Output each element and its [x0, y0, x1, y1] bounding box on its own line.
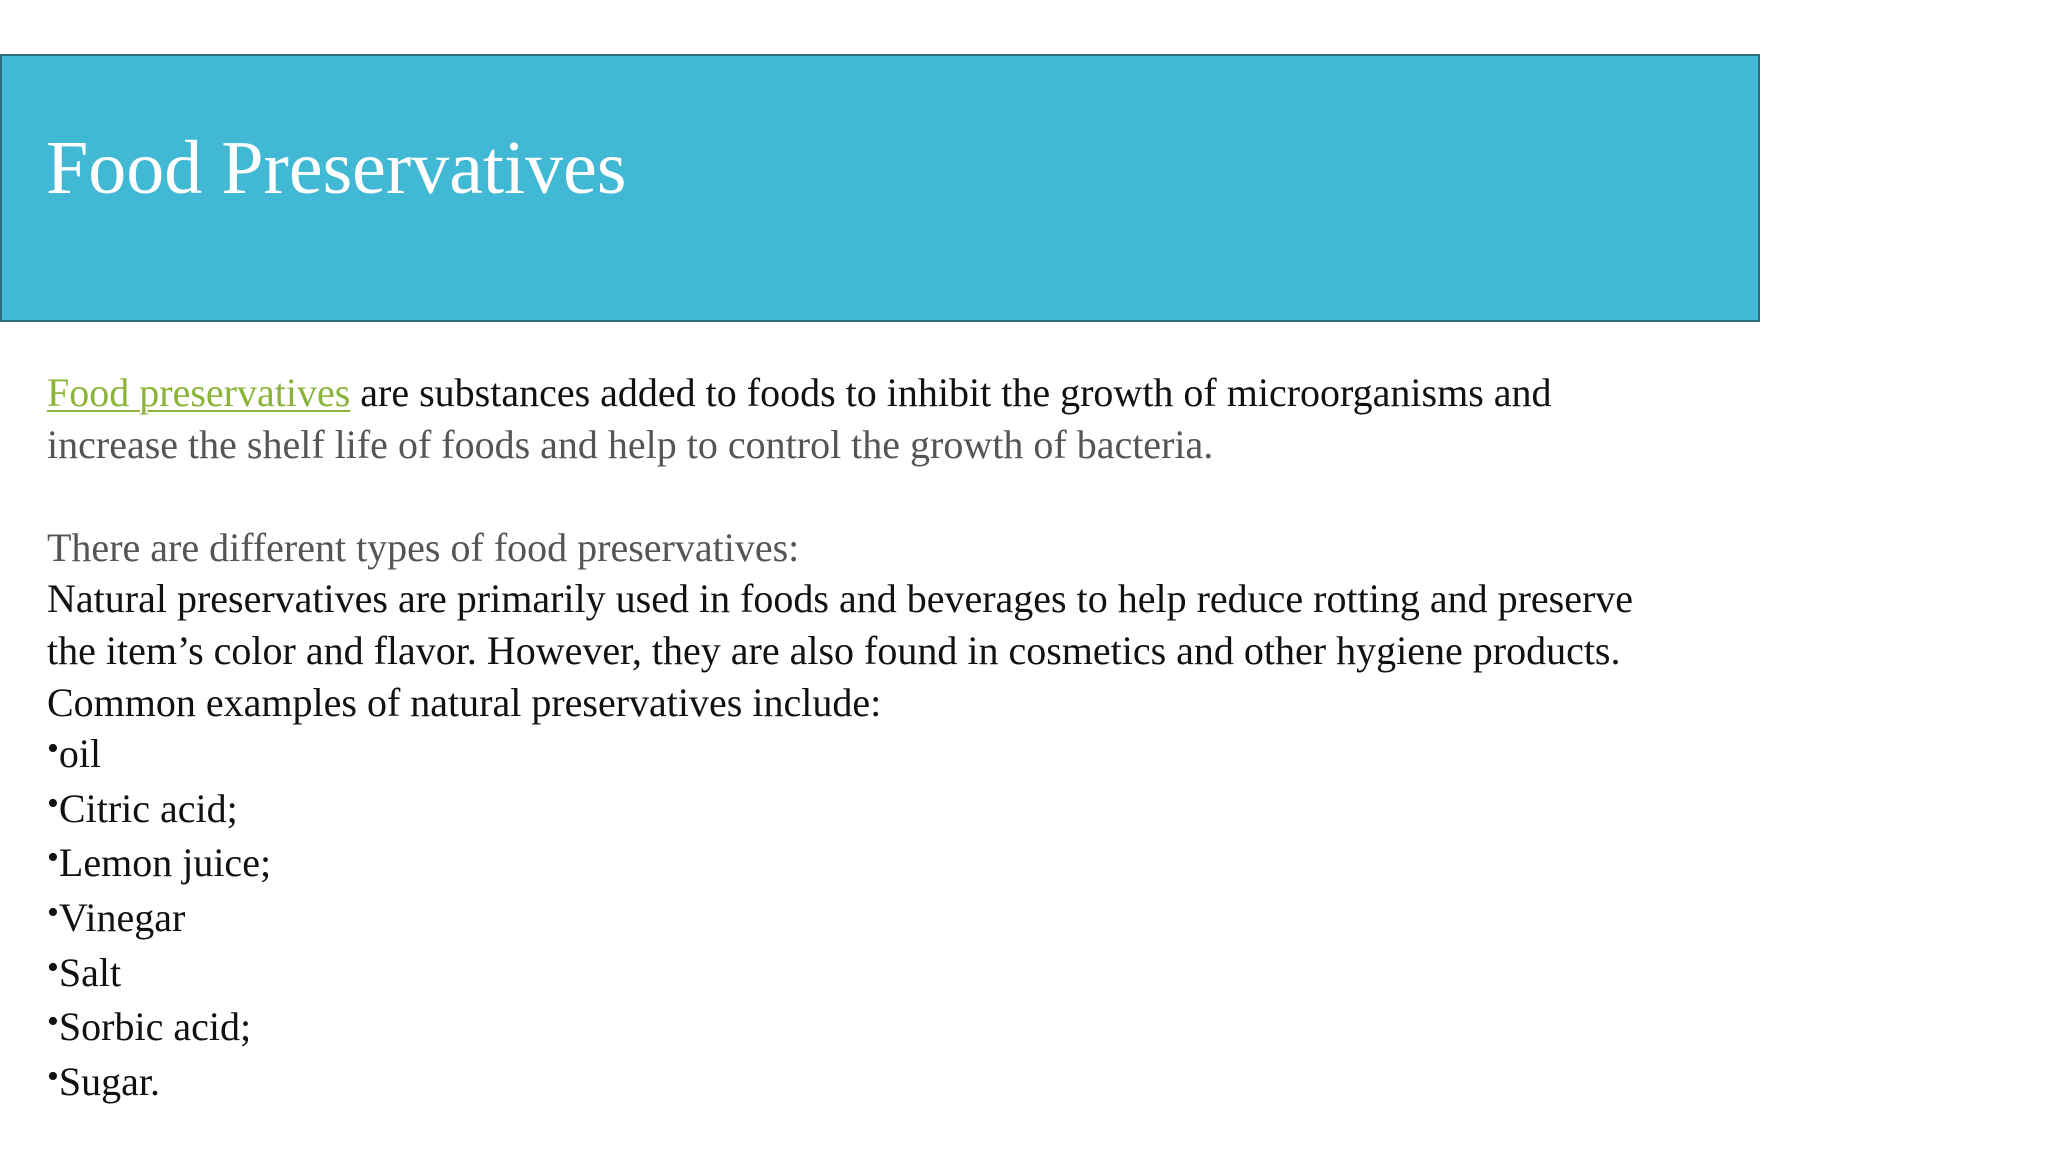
bullet-icon: • [47, 1057, 59, 1095]
intro-line-1 [47, 367, 1787, 419]
natural-paragraph-line-2: the item’s color and flavor. However, they are also found in cosmetics and other hygiene products. [47, 627, 1621, 673]
intro-line-1-rest: are substances added to foods to inhibit the growth of microorganisms and [350, 370, 1552, 415]
list-item [47, 892, 1787, 947]
slide-body [47, 367, 1787, 1110]
bullet-icon: • [47, 839, 59, 877]
list-item-label: Lemon juice; [58, 840, 272, 886]
list-item-label: Salt [58, 949, 122, 995]
list-item [47, 728, 1787, 783]
natural-paragraph-line-3: Common examples of natural preservatives include: [47, 679, 882, 725]
list-item [47, 837, 1787, 892]
list-item [47, 1001, 1787, 1056]
list-item [47, 783, 1787, 838]
bullet-icon: • [47, 893, 59, 931]
intro-line-2: increase the shelf life of foods and help to control the growth of bacteria. [47, 421, 1214, 467]
bullet-icon: • [47, 1003, 59, 1041]
list-item-label: Sugar. [58, 1058, 161, 1104]
list-item-label: Citric acid; [58, 785, 238, 831]
list-item-label: Sorbic acid; [58, 1004, 252, 1050]
list-item-label: Vinegar [58, 894, 186, 940]
list-item-label: oil [58, 731, 102, 777]
slide-title: Food Preservatives [46, 126, 627, 210]
natural-paragraph-line-1: Natural preservatives are primarily used in foods and beverages to help reduce rotting and preserve [47, 576, 1634, 622]
types-heading: There are different types of food preservatives: [47, 524, 800, 570]
food-preservatives-link[interactable]: Food preservatives [47, 370, 351, 415]
bullet-icon: • [47, 948, 59, 986]
list-item [47, 1056, 1787, 1111]
bullet-icon: • [47, 784, 59, 822]
examples-list [47, 728, 1787, 1110]
bullet-icon: • [47, 730, 59, 768]
paragraph-spacer [47, 470, 1787, 522]
list-item [47, 947, 1787, 1002]
